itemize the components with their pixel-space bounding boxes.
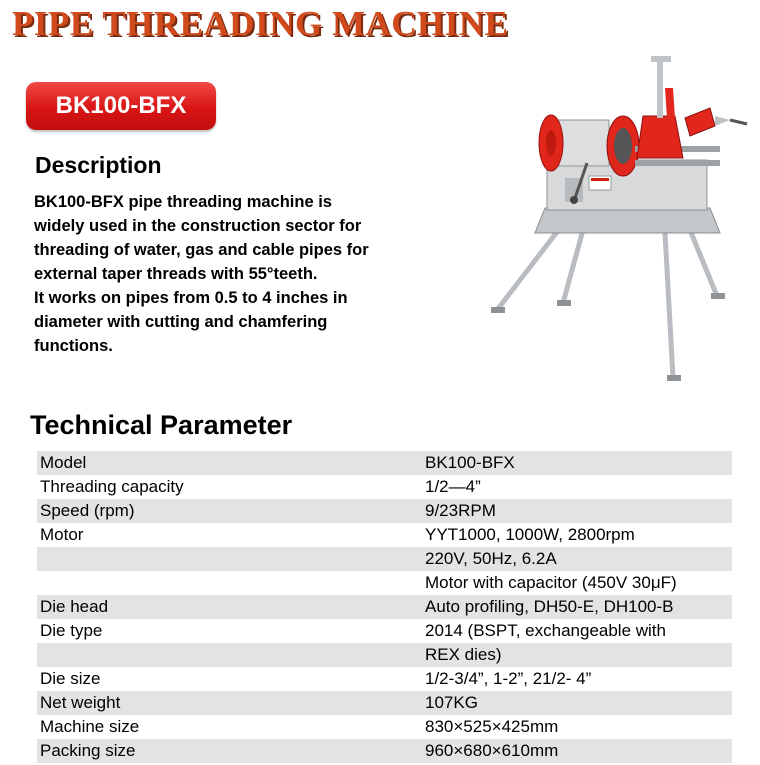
param-name: Die type [40, 621, 103, 640]
description-line: It works on pipes from 0.5 to 4 inches in [34, 289, 348, 307]
param-name: Net weight [37, 691, 425, 715]
description-text [34, 190, 454, 358]
description-line: widely used in the construction sector for [34, 217, 362, 235]
table-row [37, 451, 732, 475]
param-value: 1/2—4” [425, 477, 481, 496]
description-heading: Description [35, 152, 162, 178]
table-row [37, 667, 732, 691]
param-value: 107KG [425, 691, 732, 715]
param-name: Model [37, 451, 425, 475]
param-value: 830×525×425mm [425, 717, 559, 736]
table-row [37, 475, 732, 499]
param-value: REX dies) [425, 643, 732, 667]
param-value: 9/23RPM [425, 499, 732, 523]
param-name: Speed (rpm) [37, 499, 425, 523]
table-row [37, 715, 732, 739]
table-row [37, 739, 732, 763]
param-name [37, 571, 425, 595]
table-row [37, 595, 732, 619]
table-row [37, 643, 732, 667]
param-value: YYT1000, 1000W, 2800rpm [425, 525, 635, 544]
param-name [37, 643, 425, 667]
table-row [37, 691, 732, 715]
model-badge: BK100-BFX [26, 82, 216, 130]
technical-parameter-heading: Technical Parameter [30, 410, 293, 440]
param-name: Die head [37, 595, 425, 619]
param-name: Machine size [40, 717, 140, 736]
param-name: Packing size [37, 739, 425, 763]
description-line: external taper threads with 55°teeth. [34, 265, 318, 283]
page-title: PIPE THREADING MACHINE [12, 4, 509, 43]
param-name: Die size [40, 669, 101, 688]
param-value: 1/2-3/4”, 1-2”, 21/2- 4” [425, 669, 592, 688]
param-value: Motor with capacitor (450V 30μF) [425, 573, 677, 592]
param-value: 2014 (BSPT, exchangeable with [425, 621, 666, 640]
param-name: Threading capacity [40, 477, 184, 496]
table-row [37, 547, 732, 571]
pipe-threading-machine-photo [485, 48, 760, 398]
description-line: functions. [34, 337, 113, 355]
table-row [37, 499, 732, 523]
param-name: Motor [40, 525, 84, 544]
param-value: 220V, 50Hz, 6.2A [425, 547, 732, 571]
table-row [37, 571, 732, 595]
description-line: BK100-BFX pipe threading machine is [34, 193, 332, 211]
description-line: diameter with cutting and chamfering [34, 313, 328, 331]
description-line: threading of water, gas and cable pipes for [34, 241, 369, 259]
param-name [37, 547, 425, 571]
table-row [37, 523, 732, 547]
param-value: BK100-BFX [425, 451, 732, 475]
param-value: 960×680×610mm [425, 739, 732, 763]
param-value: Auto profiling, DH50-E, DH100-B [425, 595, 732, 619]
technical-parameter-table [37, 451, 732, 763]
table-row [37, 619, 732, 643]
